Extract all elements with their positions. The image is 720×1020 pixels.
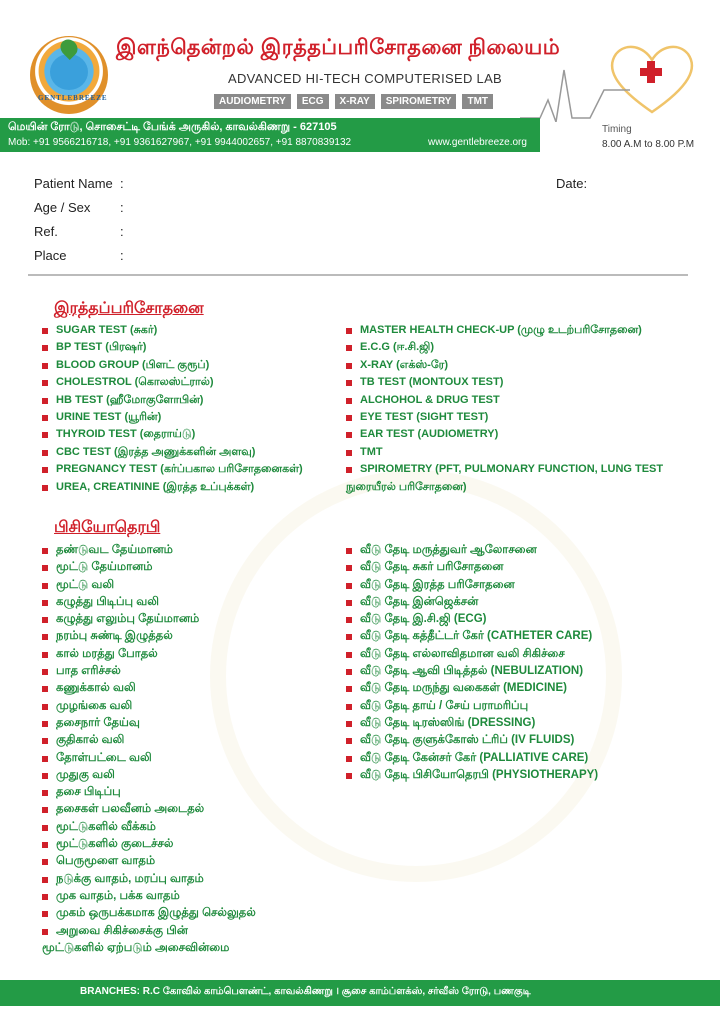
physio-title: பிசியோதெரபி xyxy=(54,519,161,536)
list-item: SUGAR TEST (சுகர்) xyxy=(42,322,303,339)
list-item: மூட்டுகளில் வீக்கம் xyxy=(42,819,256,836)
tag-ecg: ECG xyxy=(297,94,329,109)
list-item: மூட்டு வலி xyxy=(42,577,256,594)
list-item: நடுக்கு வாதம், மரப்பு வாதம் xyxy=(42,871,256,888)
list-item: குதிகால் வலி xyxy=(42,732,256,749)
list-item: UREA, CREATININE (இரத்த உப்புக்கள்) xyxy=(42,479,303,496)
list-item: TMT xyxy=(346,444,663,461)
pulse-line-icon xyxy=(520,60,630,122)
list-item-text: அறுவை சிகிச்சைக்கு பின் xyxy=(56,924,188,937)
list-item: பெருமூளை வாதம் xyxy=(42,853,256,870)
date-label: Date: xyxy=(556,176,588,191)
place-label: Place xyxy=(34,248,67,263)
list-item: THYROID TEST (தைராய்டு) xyxy=(42,426,303,443)
lab-subtitle: ADVANCED HI-TECH COMPUTERISED LAB xyxy=(228,71,503,86)
list-item: தசைநார் தேய்வு xyxy=(42,715,256,732)
list-item xyxy=(42,923,256,958)
tag-audiometry: AUDIOMETRY xyxy=(214,94,291,109)
list-item: வீடு தேடி கத்தீட்டர் கேர் (CATHETER CARE) xyxy=(346,628,598,645)
list-item: X-RAY (எக்ஸ்-ரே) xyxy=(346,357,663,374)
physio-right-list xyxy=(346,542,598,784)
list-item: வீடு தேடி இரத்த பரிசோதனை xyxy=(346,577,598,594)
colon: : xyxy=(120,248,124,263)
list-item: முக வாதம், பக்க வாதம் xyxy=(42,888,256,905)
list-item: வீடு தேடி ஆவி பிடித்தல் (NEBULIZATION) xyxy=(346,663,598,680)
list-item: வீடு தேடி கேன்சர் கேர் (PALLIATIVE CARE) xyxy=(346,750,598,767)
list-item: கழுத்து பிடிப்பு வலி xyxy=(42,594,256,611)
mobile-numbers: Mob: +91 9566216718, +91 9361627967, +91 9944002657, +91 8870839132 xyxy=(8,137,352,148)
list-item: கணுக்கால் வலி xyxy=(42,680,256,697)
tag-spirometry: SPIROMETRY xyxy=(381,94,457,109)
list-item: வீடு தேடி மருத்துவர் ஆலோசனை xyxy=(346,542,598,559)
list-item: கால் மரத்து போதல் xyxy=(42,646,256,663)
blood-test-right-list xyxy=(346,322,663,496)
list-item: BLOOD GROUP (பிளட் குரூப்) xyxy=(42,357,303,374)
colon: : xyxy=(120,224,124,239)
physio-left-list xyxy=(42,542,256,957)
list-item: E.C.G (ஈ.சி.ஜி) xyxy=(346,339,663,356)
list-item: பாத எரிச்சல் xyxy=(42,663,256,680)
list-item: வீடு தேடி மருந்து வகைகள் (MEDICINE) xyxy=(346,680,598,697)
service-tags xyxy=(214,94,493,109)
list-item: MASTER HEALTH CHECK-UP (முழு உடற்பரிசோதனை) xyxy=(346,322,663,339)
list-item: வீடு தேடி குளுக்கோஸ் ட்ரிப் (IV FLUIDS) xyxy=(346,732,598,749)
list-item: தசைகள் பலவீனம் அடைதல் xyxy=(42,801,256,818)
list-item: முதுகு வலி xyxy=(42,767,256,784)
timing-label: Timing xyxy=(602,124,632,135)
list-item: மூட்டு தேய்மானம் xyxy=(42,559,256,576)
list-item: முகம் ஒருபக்கமாக இழுத்து செல்லுதல் xyxy=(42,905,256,922)
list-item: மூட்டுகளில் குடைச்சல் xyxy=(42,836,256,853)
logo xyxy=(30,36,108,114)
colon: : xyxy=(120,176,124,191)
logo-text: GENTLEBREEZE xyxy=(38,94,108,102)
list-item: முழங்கை வலி xyxy=(42,698,256,715)
blood-test-left-list xyxy=(42,322,303,496)
branches-text: BRANCHES: R.C கோவில் காம்பௌண்ட், காவல்கிணறு । சூசை காம்ப்ளக்ஸ், சர்வீஸ் ரோடு, பணகுடி xyxy=(80,986,531,997)
list-item: HB TEST (ஹீமோகுளோபின்) xyxy=(42,392,303,409)
list-item: ALCHOHOL & DRUG TEST xyxy=(346,392,663,409)
list-item: EYE TEST (SIGHT TEST) xyxy=(346,409,663,426)
address: மெயின் ரோடு, சொசைட்டி பேங்க் அருகில், காவல்கிணறு - 627105 xyxy=(8,121,337,133)
list-item: BP TEST (பிரஷர்) xyxy=(42,339,303,356)
tag-tmt: TMT xyxy=(462,94,493,109)
patient-name-label: Patient Name xyxy=(34,176,113,191)
list-item-text: SPIROMETRY (PFT, PULMONARY FUNCTION, LUNG TEST xyxy=(360,463,664,476)
list-item: தசை பிடிப்பு xyxy=(42,784,256,801)
list-item: வீடு தேடி டிரஸ்ஸிங் (DRESSING) xyxy=(346,715,598,732)
list-item: PREGNANCY TEST (கர்ப்பகால பரிசோதனைகள்) xyxy=(42,461,303,478)
list-item: வீடு தேடி இன்ஜெக்சன் xyxy=(346,594,598,611)
list-item: நரம்பு சுண்டி இழுத்தல் xyxy=(42,628,256,645)
list-item-continuation: நுரையீரல் பரிசோதனை) xyxy=(346,480,467,493)
website: www.gentlebreeze.org xyxy=(428,137,527,148)
ref-label: Ref. xyxy=(34,224,58,239)
list-item: தண்டுவட தேய்மானம் xyxy=(42,542,256,559)
list-item-continuation: மூட்டுகளில் ஏற்படும் அசைவின்மை xyxy=(42,941,230,954)
lab-title: இளந்தென்றல் இரத்தப்பரிசோதனை நிலையம் xyxy=(116,36,561,59)
colon: : xyxy=(120,200,124,215)
divider xyxy=(28,274,688,276)
list-item: வீடு தேடி இ.சி.ஜி (ECG) xyxy=(346,611,598,628)
list-item xyxy=(346,461,663,496)
list-item: வீடு தேடி பிசியோதெரபி (PHYSIOTHERAPY) xyxy=(346,767,598,784)
list-item: CBC TEST (இரத்த அணுக்களின் அளவு) xyxy=(42,444,303,461)
list-item: EAR TEST (AUDIOMETRY) xyxy=(346,426,663,443)
tag-xray: X-RAY xyxy=(335,94,375,109)
list-item: கழுத்து எலும்பு தேய்மானம் xyxy=(42,611,256,628)
list-item: CHOLESTROL (கொலஸ்ட்ரால்) xyxy=(42,374,303,391)
list-item: வீடு தேடி தாய் / சேய் பராமரிப்பு xyxy=(346,698,598,715)
list-item: வீடு தேடி சுகர் பரிசோதனை xyxy=(346,559,598,576)
list-item: URINE TEST (யூரின்) xyxy=(42,409,303,426)
timing-value: 8.00 A.M to 8.00 P.M xyxy=(602,139,695,150)
list-item: வீடு தேடி எல்லாவிதமான வலி சிகிச்சை xyxy=(346,646,598,663)
age-sex-label: Age / Sex xyxy=(34,200,91,215)
list-item: TB TEST (MONTOUX TEST) xyxy=(346,374,663,391)
blood-test-title: இரத்தப்பரிசோதனை xyxy=(54,300,204,317)
list-item: தோள்பட்டை வலி xyxy=(42,750,256,767)
